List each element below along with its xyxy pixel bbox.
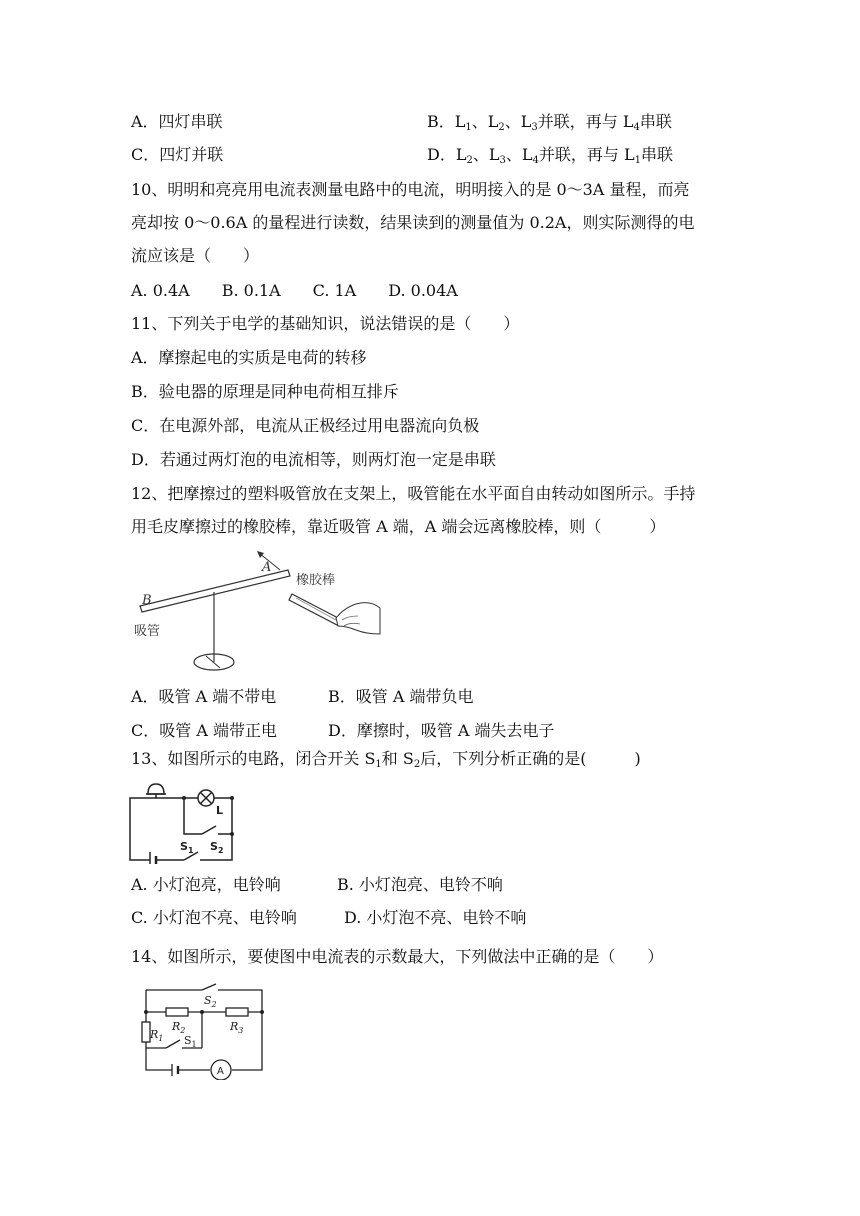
- q11-option-d: D．若通过两灯泡的电流相等，则两灯泡一定是串联: [131, 450, 496, 469]
- q13-stem: 13、如图所示的电路，闭合开关 $S_1$和 $S_2$后，下列分析正确的是( ): [131, 749, 641, 770]
- q10-stem-line3: 流应该是（ ）: [131, 246, 260, 265]
- q12-option-b: B．吸管 A 端带负电: [328, 687, 474, 706]
- q12-stem-line1: 12、把摩擦过的塑料吸管放在支架上，吸管能在水平面自由转动如图所示。手持: [131, 484, 696, 503]
- q10-stem-line1: 10、明明和亮亮用电流表测量电路中的电流，明明接入的是 0～3A 量程，而亮: [131, 180, 690, 199]
- q13-options-row2: [131, 906, 527, 930]
- q12-options-row1: [131, 685, 474, 709]
- q12-label-b: B: [142, 593, 152, 608]
- q12-option-c: C．吸管 A 端带正电: [131, 721, 277, 740]
- q11-stem: 11、下列关于电学的基础知识，说法错误的是（ ）: [131, 314, 520, 333]
- q12-label-rod: 橡胶棒: [296, 573, 336, 588]
- q13-option-b: B. 小灯泡亮、电铃不响: [337, 875, 503, 894]
- q12-straw-figure: [130, 548, 390, 672]
- q12-option-a: A．吸管 A 端不带电: [131, 687, 277, 706]
- q14-label-r2: $R_2$: [172, 1020, 186, 1035]
- q9-options-row1: [131, 110, 672, 134]
- q12-option-d: D．摩擦时，吸管 A 端失去电子: [328, 721, 555, 740]
- q11-option-a: A．摩擦起电的实质是电荷的转移: [131, 348, 367, 367]
- q13-circuit-figure: [128, 778, 236, 864]
- q12-options-row2: [131, 719, 555, 743]
- q9-option-d: D．$L_2$、$L_3$、$L_4$并联，再与 $L_1$串联: [427, 145, 673, 166]
- q9-options-row2: [131, 143, 673, 167]
- q13-option-a: A. 小灯泡亮，电铃响: [131, 875, 281, 894]
- q14-label-s1: $S_1$: [184, 1034, 197, 1049]
- q12-stem-line2: 用毛皮摩擦过的橡胶棒，靠近吸管 A 端，A 端会远离橡胶棒，则（ ）: [131, 517, 666, 536]
- q13-label-s2: $S_2$: [210, 840, 224, 855]
- q14-stem: 14、如图所示，要使图中电流表的示数最大，下列做法中正确的是（ ）: [131, 947, 664, 966]
- q14-label-r1: $R_1$: [150, 1028, 164, 1043]
- q14-label-s2: $S_2$: [204, 994, 217, 1009]
- q13-label-l: L: [216, 804, 224, 817]
- q14-label-r3: $R_3$: [230, 1020, 244, 1035]
- q10-stem-line2: 亮却按 0～0.6A 的量程进行读数，结果读到的测量值为 0.2A，则实际测得的电: [131, 213, 695, 232]
- q13-label-s1: $S_1$: [180, 840, 194, 855]
- q11-option-b: B．验电器的原理是同种电荷相互排斥: [131, 382, 399, 401]
- q9-option-a: A．四灯串联: [131, 112, 223, 131]
- q11-option-c: C．在电源外部，电流从正极经过用电器流向负极: [131, 416, 480, 435]
- q13-options-row1: [131, 873, 503, 897]
- q9-option-b: B．$L_1$、$L_2$、$L_3$并联，再与 $L_4$串联: [427, 112, 672, 133]
- q10-options: A. 0.4A B. 0.1A C. 1A D. 0.04A: [131, 281, 458, 300]
- q12-label-straw: 吸管: [134, 624, 161, 639]
- q9-option-c: C．四灯并联: [131, 145, 224, 164]
- q12-label-a: A: [262, 560, 272, 575]
- q13-option-d: D. 小灯泡不亮、电铃不响: [344, 908, 527, 927]
- q14-ammeter-label: A: [217, 1066, 224, 1077]
- q14-circuit-figure: [136, 982, 268, 1080]
- q13-option-c: C. 小灯泡不亮、电铃响: [131, 908, 297, 927]
